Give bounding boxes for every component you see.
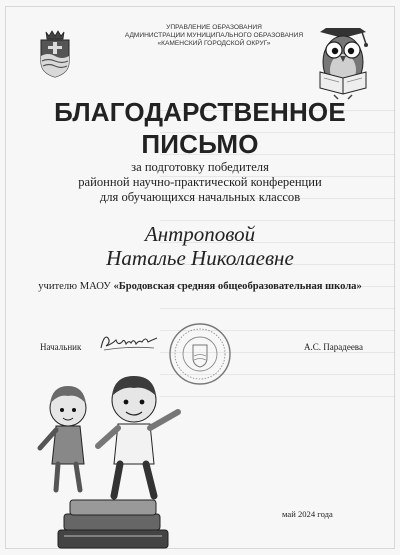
org-line-3: «КАМЕНСКИЙ ГОРОДСКОЙ ОКРУГ» xyxy=(157,40,271,47)
recipient-given-names: Наталье Николаевне xyxy=(106,246,294,270)
position-prefix: учителю МАОУ xyxy=(38,281,111,292)
recipient-name xyxy=(40,222,360,270)
signatory-name: А.С. Парадеева xyxy=(304,342,363,352)
document-title xyxy=(40,96,360,160)
children-on-books-icon xyxy=(34,364,194,554)
owl-with-book-icon xyxy=(312,22,374,100)
recipient-position xyxy=(20,280,380,293)
city-coat-of-arms-icon xyxy=(38,28,72,78)
reason-line-3: для обучающихся начальных классов xyxy=(99,190,301,204)
school-name: «Бродовская средняя общеобразовательная школа» xyxy=(113,281,362,292)
issue-date: май 2024 года xyxy=(282,509,333,519)
award-reason xyxy=(40,160,360,205)
reason-line-2: районной научно-практической конференции xyxy=(78,175,322,189)
org-line-1: УПРАВЛЕНИЕ ОБРАЗОВАНИЯ xyxy=(166,24,262,31)
signatory-role: Начальник xyxy=(40,342,82,352)
reason-line-1: за подготовку победителя xyxy=(131,160,269,174)
title-line-1: БЛАГОДАРСТВЕННОЕ xyxy=(54,97,346,127)
recipient-surname: Антроповой xyxy=(144,222,256,246)
handwritten-signature xyxy=(98,330,160,354)
title-line-2: ПИСЬМО xyxy=(141,129,259,159)
org-line-2: АДМИНИСТРАЦИИ МУНИЦИПАЛЬНОГО ОБРАЗОВАНИЯ xyxy=(124,32,304,39)
organization-header xyxy=(108,24,320,48)
